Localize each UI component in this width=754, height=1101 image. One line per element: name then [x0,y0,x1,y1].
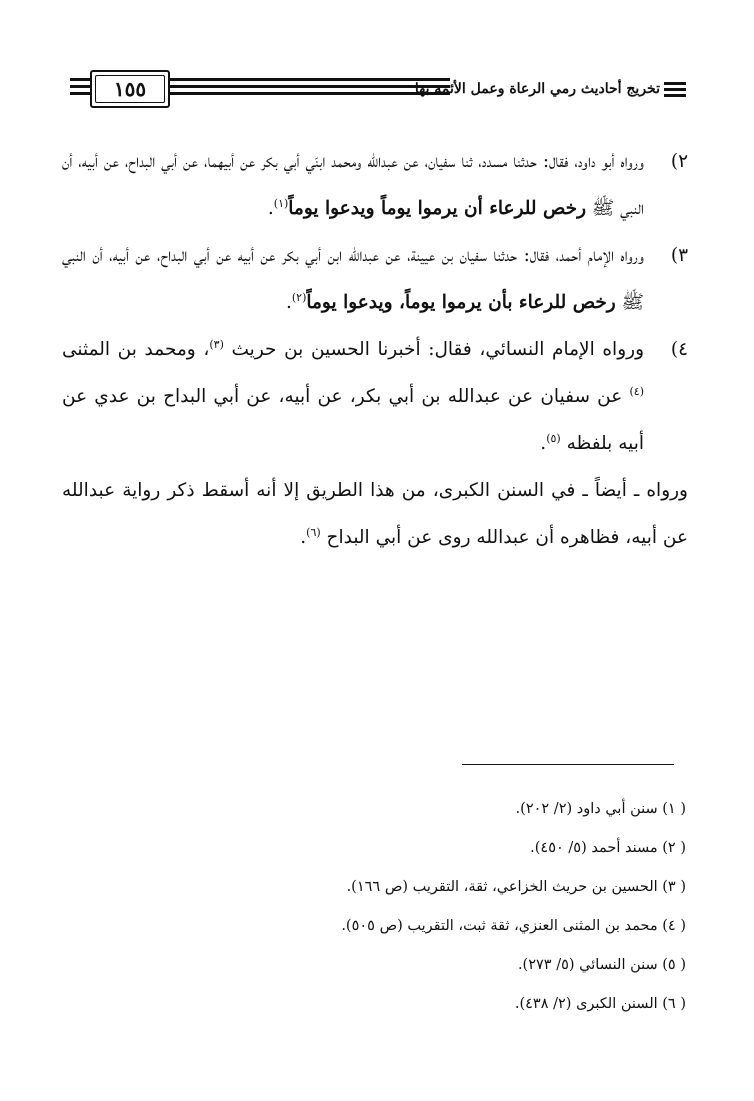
footnote-ref: (١) [273,196,289,210]
header-rule [168,85,450,88]
footnote-ref: (٣) [209,337,224,351]
page-header [70,66,686,112]
footnote: ( ١) سنن أبي داود (٢/ ٢٠٢). [515,801,686,817]
footnote: ( ٦) السنن الكبرى (٢/ ٤٣٨). [514,996,686,1012]
hadith-text: رخص للرعاء بأن يرموا يوماً، ويدعوا يوماً [306,292,616,313]
footnote: ( ٣) الحسين بن حريث الخزاعي، ثقة، التقريب (ص ١٦٦). [346,879,686,895]
page-number: ١٥٥ [90,70,170,108]
paragraph: ورواه ـ أيضاً ـ في السنن الكبرى، من هذا الطريق إلا أنه أسقط ذكر رواية عبدالله عن أبيه، فظاهره أن عبدالله روى عن أبي البداح $^{(٦)}$. [62,480,688,548]
header-rule-right [664,82,686,85]
footnote: ( ٤) محمد بن المثنى العنزي، ثقة ثبت، التقريب (ص ٥٠٥). [341,918,686,934]
running-title: تخريج أحاديث رمي الرعاة وعمل الأئمة بها [414,81,660,97]
item-text: ورواه الإمام النسائي، فقال: أخبرنا الحسين بن حريث [231,339,645,360]
list-item: ٤) ورواه الإمام النسائي، فقال: أخبرنا الحسين بن حريث $^{(٣)}$، ومحمد بن المثنى $^{(٤)}$ عن سفيان عن عبدالله بن أبي بكر، عن أبيه، عن أبي البداح بن عدي عن أبيه بلفظه $^{(٥)}$. [62,326,688,467]
header-rule-left [70,78,90,81]
item-text: ورواه أبو داود، فقال: حدثنا مسدد، ثنا سفيان، عن عبدالله ومحمد ابنَي أبي بكر عن أبيهما، عن أبي البداح، عن أبيه، أن النبي ﷺ [62,151,644,219]
header-rule-left [70,85,90,88]
header-rule [168,92,450,95]
footnote: ( ٢) مسند أحمد (٥/ ٤٥٠). [530,840,686,856]
footnote-ref: (٦) [306,525,321,539]
header-rule-right [664,88,686,91]
item-number: ٣) [670,245,688,266]
list-item: ٢) ورواه أبو داود، فقال: حدثنا مسدد، ثنا سفيان، عن عبدالله ومحمد ابنَي أبي بكر عن أبيهما، عن أبي البداح، عن أبيه، أن النبي ﷺ رخص للرعاء أن يرموا يوماً ويدعوا يوماً$^{(١)}$. [62,138,688,232]
hadith-text: رخص للرعاء أن يرموا يوماً ويدعوا يوماً [288,198,587,219]
list-item: ٣) ورواه الإمام أحمد، فقال: حدثنا سفيان بن عيينة، عن عبدالله ابن أبي بكر عن أبيه عن أبي البداح، عن أبيه، أن النبي ﷺ رخص للرعاء بأن يرموا يوماً، ويدعوا يوماً$^{(٢)}$. [62,232,688,326]
footnotes [62,790,686,1024]
header-rule-right [664,94,686,97]
header-rule [168,78,450,81]
item-number: ٤) [670,339,688,360]
footnote-divider [462,764,674,765]
footnote-ref: (٤) [629,384,644,398]
item-text: ورواه الإمام أحمد، فقال: حدثنا سفيان بن عيينة، عن عبدالله ابن أبي بكر عن أبيه عن أبي البداح، عن أبيه، أن النبي ﷺ [62,245,644,313]
header-rule-left [70,92,90,95]
item-number: ٢) [670,151,688,172]
paragraph-text: ورواه ـ أيضاً ـ في السنن الكبرى، من هذا الطريق إلا أنه أسقط ذكر رواية عبدالله عن أبيه، فظاهره أن عبدالله روى عن أبي البداح [62,480,688,548]
footnote-ref: (٢) [291,290,307,304]
footnote-ref: (٥) [546,431,561,445]
footnote: ( ٥) سنن النسائي (٥/ ٢٧٣). [517,957,686,973]
main-text [62,138,688,561]
